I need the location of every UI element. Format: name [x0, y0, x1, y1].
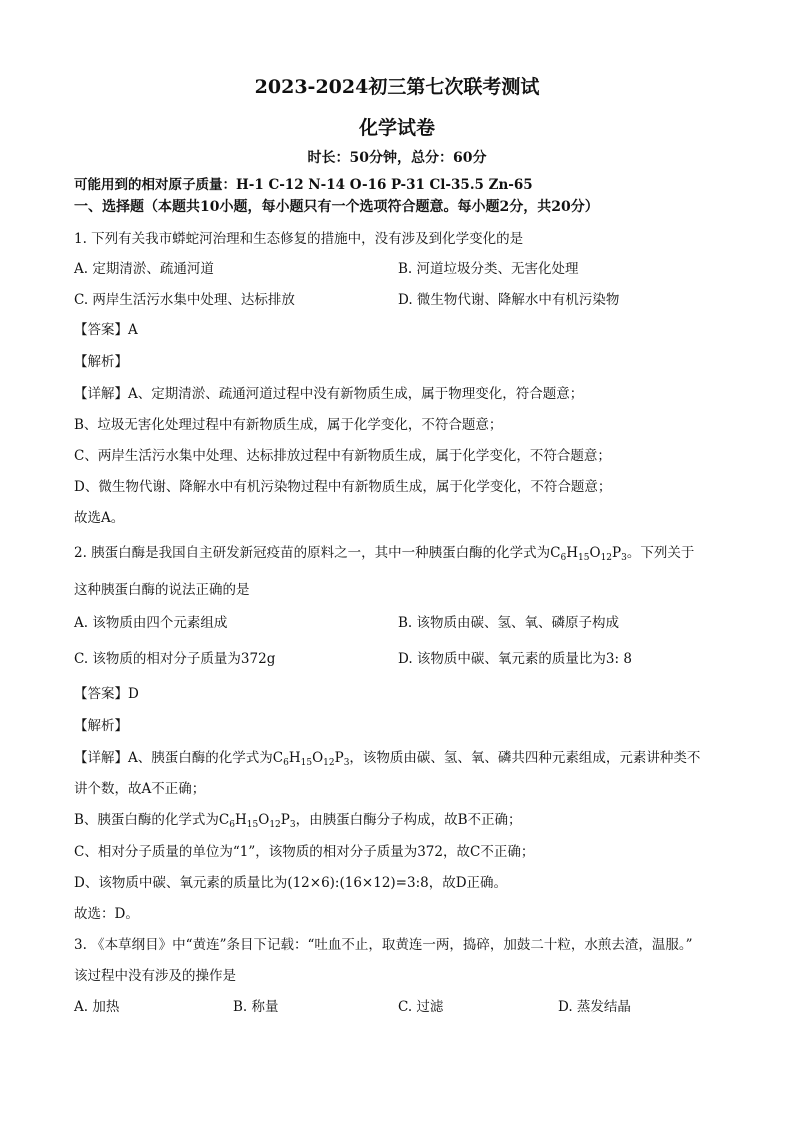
q2-stem-line2: 这种胰蛋白酶的说法正确的是: [74, 582, 250, 598]
q1-detail-2: B、垃圾无害化处理过程中有新物质生成，属于化学变化，不符合题意；: [74, 417, 503, 433]
q2-stem-tail: 。下列关于: [626, 545, 695, 561]
q2-option-c: C. 该物质的相对分子质量为372g: [74, 651, 276, 667]
exam-title: 2023-2024初三第七次联考测试: [254, 76, 540, 98]
q1-analysis: 【解析】: [74, 354, 128, 370]
q2-formula: $C_6H_{15}O_{12}P_3$: [550, 545, 627, 563]
q2-option-a: A. 该物质由四个元素组成: [74, 615, 228, 631]
q2-conclusion: 故选：D。: [74, 906, 139, 922]
q1-detail-4: D、微生物代谢、降解水中有机污染物过程中有新物质生成，属于化学变化，不符合题意；: [74, 479, 612, 495]
q3-option-b: B. 称量: [233, 999, 279, 1015]
q3-option-c: C. 过滤: [398, 999, 444, 1015]
q1-option-b: B. 河道垃圾分类、无害化处理: [398, 261, 579, 277]
q2-stem: [74, 541, 694, 563]
q2-detail-2: B、胰蛋白酶的化学式为$C_6H_{15}O_{12}P_3$，由胰蛋白酶分子构成，故B不正确；: [74, 812, 522, 830]
q2-analysis: 【解析】: [74, 718, 128, 734]
q2-detail-4: D、该物质中碳、氧元素的质量比为(12×6):(16×12)=3:8，故D正确。: [74, 875, 508, 891]
q1-option-a: A. 定期清淤、疏通河道: [74, 261, 214, 277]
q1-detail-3: C、两岸生活污水集中处理、达标排放过程中有新物质生成，属于化学变化，不符合题意；: [74, 448, 611, 464]
q2-formula-inline-2: $C_6H_{15}O_{12}P_3$: [218, 812, 296, 830]
q2-answer: 【答案】D: [74, 686, 139, 702]
q2-formula-inline: $C_6H_{15}O_{12}P_3$: [272, 750, 350, 768]
q2-stem-text: 2. 胰蛋白酶是我国自主研发新冠疫苗的原料之一，其中一种胰蛋白酶的化学式为: [74, 545, 551, 561]
q1-option-d: D. 微生物代谢、降解水中有机污染物: [398, 292, 620, 308]
q3-stem: 3. 《本草纲目》中“黄连”条目下记载：“吐血不止，取黄连一两，捣碎，加鼓二十粒，水煎去渣，温服。”: [74, 937, 693, 953]
q2-option-d: D. 该物质中碳、氧元素的质量比为3: 8: [398, 651, 632, 667]
q2-detail-1: 【详解】A、胰蛋白酶的化学式为$C_6H_{15}O_{12}P_3$，该物质由碳、氢、氧、磷共四种元素组成，元素讲种类不: [74, 750, 701, 768]
q3-stem-line2: 该过程中没有涉及的操作是: [74, 968, 236, 984]
subject-title: 化学试卷: [358, 117, 435, 139]
q2-option-b: B. 该物质由碳、氢、氧、磷原子构成: [398, 615, 620, 631]
q2-detail-3: C、相对分子质量的单位为“1”，该物质的相对分子质量为372，故C不正确；: [74, 844, 535, 860]
q2-detail-1-cont: 讲个数，故A不正确；: [74, 781, 206, 797]
q1-stem: 1. 下列有关我市蟒蛇河治理和生态修复的措施中，没有涉及到化学变化的是: [74, 231, 524, 247]
q1-conclusion: 故选A。: [74, 510, 125, 526]
q1-detail-1: 【详解】A、定期清淤、疏通河道过程中没有新物质生成，属于物理变化，符合题意；: [74, 386, 584, 402]
atomic-masses: 可能用到的相对原子质量：H-1 C-12 N-14 O-16 P-31 Cl-35.5 Zn-65: [74, 177, 533, 193]
exam-info: 时长：50分钟，总分：60分: [307, 150, 487, 166]
q1-option-c: C. 两岸生活污水集中处理、达标排放: [74, 292, 295, 308]
q1-answer: 【答案】A: [74, 322, 138, 338]
section-heading: 一、选择题（本题共10小题，每小题只有一个选项符合题意。每小题2分，共20分）: [74, 199, 599, 215]
q3-option-d: D. 蒸发结晶: [558, 999, 631, 1015]
q3-option-a: A. 加热: [74, 999, 120, 1015]
